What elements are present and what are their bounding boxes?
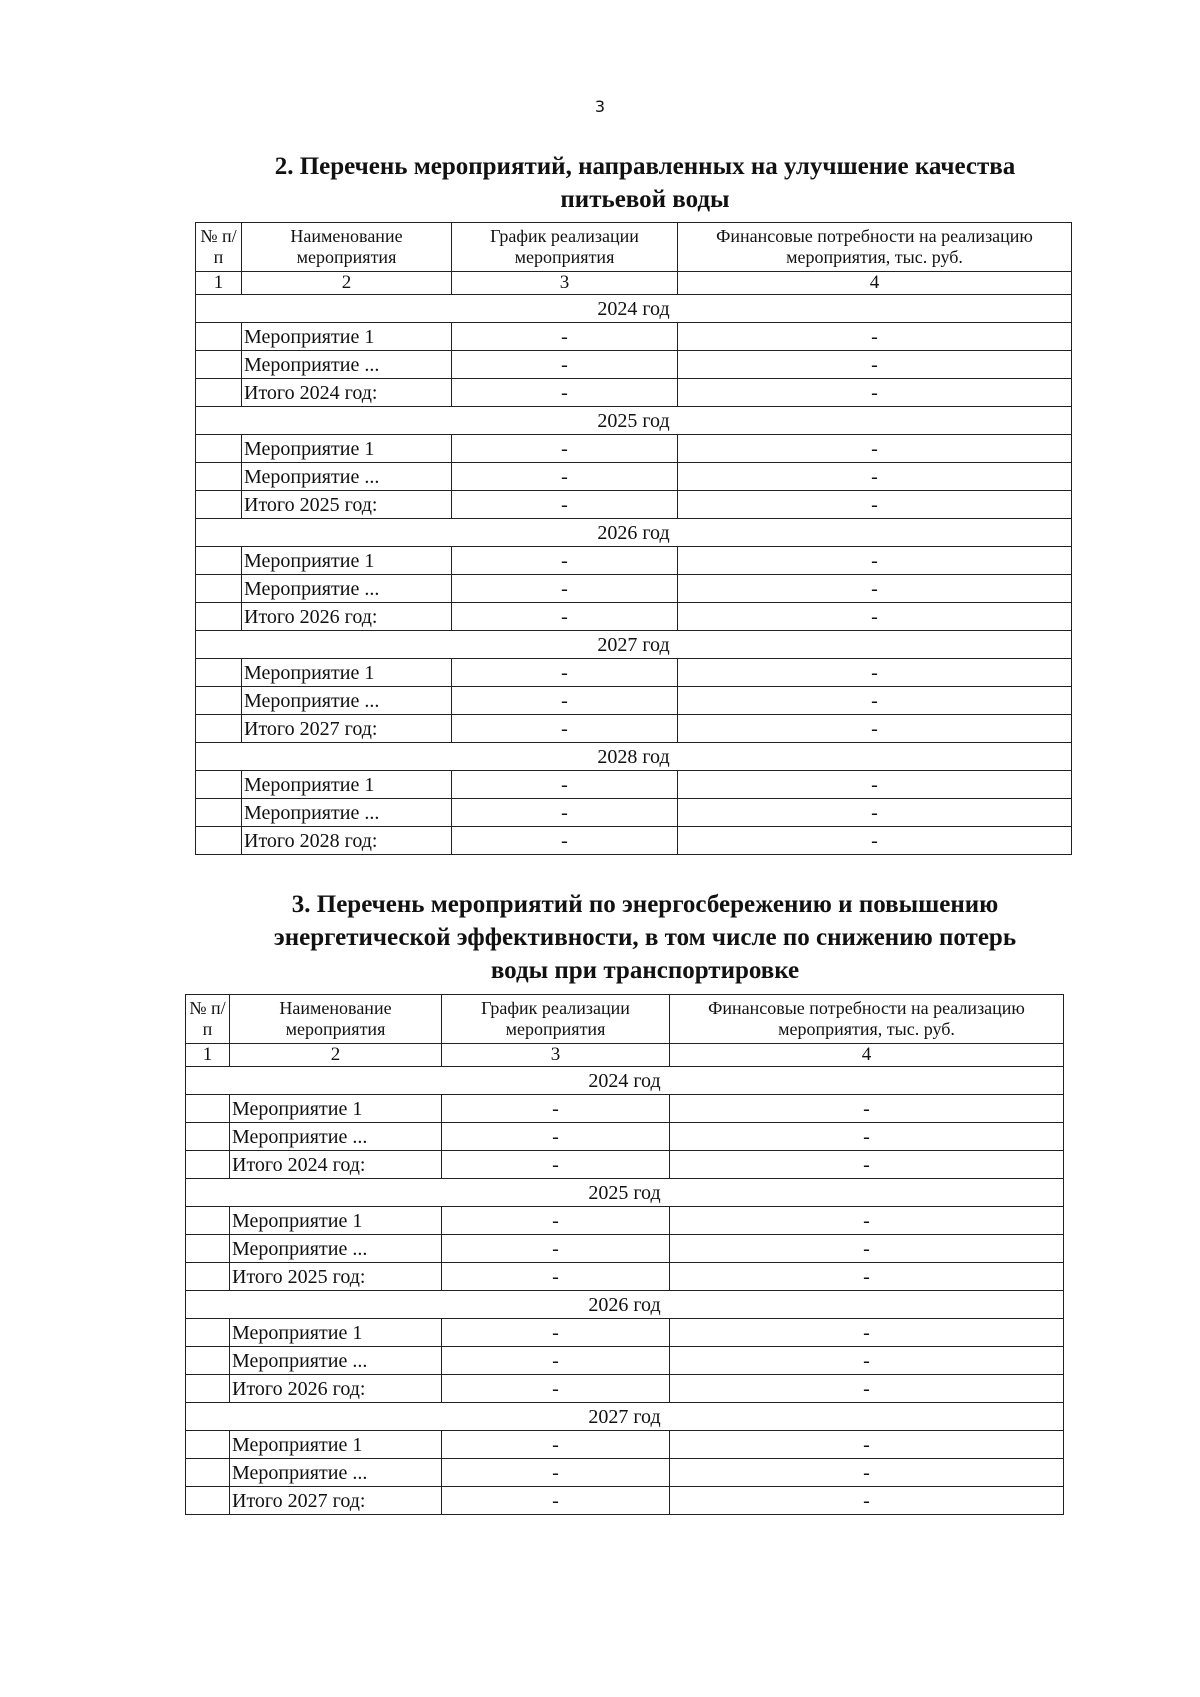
- row-number-cell: [186, 1319, 230, 1347]
- event-name-cell: Итого 2026 год:: [230, 1375, 442, 1403]
- page-number: 3: [594, 97, 606, 116]
- table-row: [186, 1375, 1064, 1403]
- event-name-cell: Мероприятие ...: [230, 1235, 442, 1263]
- table-row: [196, 799, 1072, 827]
- schedule-cell: -: [452, 799, 678, 827]
- year-label: 2024 год: [196, 295, 1072, 323]
- year-group-row: [186, 1403, 1064, 1431]
- event-name-cell: Мероприятие ...: [230, 1347, 442, 1375]
- table-row: [186, 1319, 1064, 1347]
- table-row: [186, 1123, 1064, 1151]
- year-label: 2025 год: [196, 407, 1072, 435]
- event-name-cell: Мероприятие 1: [242, 771, 452, 799]
- year-group-row: [196, 631, 1072, 659]
- finance-cell: -: [678, 827, 1072, 855]
- table-row: [186, 1459, 1064, 1487]
- year-group-row: [186, 1179, 1064, 1207]
- row-number-cell: [186, 1235, 230, 1263]
- event-name-cell: Итого 2026 год:: [242, 603, 452, 631]
- table-row: [186, 1235, 1064, 1263]
- row-number-cell: [196, 603, 242, 631]
- section3-table: [185, 994, 1064, 1515]
- section3-title: [230, 888, 1060, 987]
- event-name-cell: Мероприятие ...: [242, 687, 452, 715]
- table-row: [196, 323, 1072, 351]
- schedule-cell: -: [452, 547, 678, 575]
- year-group-row: [196, 743, 1072, 771]
- row-number-cell: [186, 1151, 230, 1179]
- event-name-cell: Мероприятие 1: [242, 435, 452, 463]
- event-name-cell: Мероприятие 1: [242, 323, 452, 351]
- table-row: [196, 659, 1072, 687]
- year-label: 2026 год: [196, 519, 1072, 547]
- finance-cell: -: [670, 1235, 1064, 1263]
- table-row: [196, 687, 1072, 715]
- schedule-cell: -: [452, 575, 678, 603]
- event-name-cell: Итого 2025 год:: [230, 1263, 442, 1291]
- table-row: [196, 463, 1072, 491]
- schedule-cell: -: [452, 491, 678, 519]
- finance-cell: -: [678, 491, 1072, 519]
- event-name-cell: Итого 2025 год:: [242, 491, 452, 519]
- header-name: Наименование мероприятия: [242, 223, 452, 272]
- year-label: 2027 год: [196, 631, 1072, 659]
- column-number: 1: [196, 272, 242, 295]
- table-row: [186, 1095, 1064, 1123]
- event-name-cell: Мероприятие 1: [230, 1319, 442, 1347]
- row-number-cell: [196, 799, 242, 827]
- finance-cell: -: [678, 379, 1072, 407]
- header-number: № п/п: [186, 995, 230, 1044]
- finance-cell: -: [678, 715, 1072, 743]
- schedule-cell: -: [442, 1487, 670, 1515]
- year-group-row: [196, 519, 1072, 547]
- event-name-cell: Мероприятие ...: [230, 1459, 442, 1487]
- table-row: [186, 1207, 1064, 1235]
- schedule-cell: -: [442, 1347, 670, 1375]
- header-finance: Финансовые потребности на реализацию мероприятия, тыс. руб.: [678, 223, 1072, 272]
- finance-cell: -: [678, 323, 1072, 351]
- schedule-cell: -: [452, 715, 678, 743]
- schedule-cell: -: [452, 603, 678, 631]
- row-number-cell: [186, 1487, 230, 1515]
- finance-cell: -: [678, 687, 1072, 715]
- finance-cell: -: [670, 1459, 1064, 1487]
- schedule-cell: -: [452, 771, 678, 799]
- event-name-cell: Мероприятие ...: [242, 463, 452, 491]
- column-number: 3: [452, 272, 678, 295]
- row-number-cell: [196, 687, 242, 715]
- row-number-cell: [196, 379, 242, 407]
- table-row: [196, 603, 1072, 631]
- row-number-cell: [196, 351, 242, 379]
- event-name-cell: Мероприятие 1: [230, 1095, 442, 1123]
- schedule-cell: -: [452, 463, 678, 491]
- row-number-cell: [196, 715, 242, 743]
- schedule-cell: -: [442, 1319, 670, 1347]
- event-name-cell: Итого 2027 год:: [242, 715, 452, 743]
- finance-cell: -: [670, 1319, 1064, 1347]
- finance-cell: -: [670, 1151, 1064, 1179]
- section3-title-line3: воды при транспортировке: [490, 957, 800, 984]
- finance-cell: -: [670, 1375, 1064, 1403]
- table-row: [196, 575, 1072, 603]
- finance-cell: -: [678, 351, 1072, 379]
- table-header-row: [196, 223, 1072, 272]
- schedule-cell: -: [442, 1151, 670, 1179]
- section3-title-line2: энергетической эффективности, в том числе по снижению потерь: [273, 924, 1017, 951]
- schedule-cell: -: [442, 1263, 670, 1291]
- finance-cell: -: [670, 1263, 1064, 1291]
- row-number-cell: [196, 547, 242, 575]
- finance-cell: -: [670, 1123, 1064, 1151]
- header-schedule: График реализации мероприятия: [442, 995, 670, 1044]
- section2-title-line1: 2. Перечень мероприятий, направленных на улучшение качества: [274, 153, 1016, 180]
- finance-cell: -: [678, 771, 1072, 799]
- table-row: [196, 351, 1072, 379]
- row-number-cell: [196, 323, 242, 351]
- year-label: 2028 год: [196, 743, 1072, 771]
- event-name-cell: Мероприятие ...: [242, 575, 452, 603]
- row-number-cell: [196, 771, 242, 799]
- event-name-cell: Итого 2028 год:: [242, 827, 452, 855]
- table-row: [196, 827, 1072, 855]
- schedule-cell: -: [452, 435, 678, 463]
- table-row: [196, 435, 1072, 463]
- event-name-cell: Мероприятие ...: [230, 1123, 442, 1151]
- column-number: 2: [230, 1044, 442, 1067]
- header-number: № п/п: [196, 223, 242, 272]
- year-label: 2026 год: [186, 1291, 1064, 1319]
- row-number-cell: [196, 575, 242, 603]
- table-row: [196, 771, 1072, 799]
- table-row: [196, 547, 1072, 575]
- finance-cell: -: [670, 1095, 1064, 1123]
- schedule-cell: -: [452, 659, 678, 687]
- column-number: 3: [442, 1044, 670, 1067]
- row-number-cell: [186, 1123, 230, 1151]
- column-number: 4: [678, 272, 1072, 295]
- year-group-row: [196, 295, 1072, 323]
- schedule-cell: -: [442, 1235, 670, 1263]
- header-name: Наименование мероприятия: [230, 995, 442, 1044]
- event-name-cell: Мероприятие 1: [230, 1207, 442, 1235]
- table-row: [186, 1487, 1064, 1515]
- table-row: [196, 379, 1072, 407]
- row-number-cell: [196, 827, 242, 855]
- row-number-cell: [196, 463, 242, 491]
- schedule-cell: -: [442, 1459, 670, 1487]
- section2-title-line2: питьевой воды: [560, 186, 730, 213]
- event-name-cell: Мероприятие ...: [242, 351, 452, 379]
- column-number-row: [196, 272, 1072, 295]
- event-name-cell: Мероприятие 1: [242, 659, 452, 687]
- row-number-cell: [186, 1263, 230, 1291]
- column-number: 1: [186, 1044, 230, 1067]
- section2-title: [230, 150, 1060, 216]
- finance-cell: -: [670, 1431, 1064, 1459]
- finance-cell: -: [678, 799, 1072, 827]
- row-number-cell: [196, 491, 242, 519]
- header-schedule: График реализации мероприятия: [452, 223, 678, 272]
- column-number: 2: [242, 272, 452, 295]
- schedule-cell: -: [442, 1123, 670, 1151]
- finance-cell: -: [678, 603, 1072, 631]
- finance-cell: -: [670, 1487, 1064, 1515]
- row-number-cell: [186, 1347, 230, 1375]
- year-label: 2024 год: [186, 1067, 1064, 1095]
- header-finance: Финансовые потребности на реализацию мероприятия, тыс. руб.: [670, 995, 1064, 1044]
- event-name-cell: Итого 2024 год:: [242, 379, 452, 407]
- table-row: [196, 715, 1072, 743]
- finance-cell: -: [670, 1347, 1064, 1375]
- schedule-cell: -: [442, 1375, 670, 1403]
- finance-cell: -: [678, 659, 1072, 687]
- row-number-cell: [186, 1207, 230, 1235]
- row-number-cell: [186, 1375, 230, 1403]
- column-number: 4: [670, 1044, 1064, 1067]
- column-number-row: [186, 1044, 1064, 1067]
- event-name-cell: Мероприятие ...: [242, 799, 452, 827]
- schedule-cell: -: [452, 323, 678, 351]
- year-group-row: [196, 407, 1072, 435]
- year-group-row: [186, 1291, 1064, 1319]
- table-row: [186, 1431, 1064, 1459]
- year-label: 2027 год: [186, 1403, 1064, 1431]
- event-name-cell: Итого 2024 год:: [230, 1151, 442, 1179]
- year-label: 2025 год: [186, 1179, 1064, 1207]
- table-row: [186, 1347, 1064, 1375]
- table-row: [196, 491, 1072, 519]
- section3-title-line1: 3. Перечень мероприятий по энергосбережению и повышению: [291, 891, 999, 918]
- table-row: [186, 1151, 1064, 1179]
- row-number-cell: [196, 435, 242, 463]
- row-number-cell: [186, 1459, 230, 1487]
- schedule-cell: -: [452, 687, 678, 715]
- finance-cell: -: [678, 575, 1072, 603]
- row-number-cell: [196, 659, 242, 687]
- finance-cell: -: [678, 463, 1072, 491]
- schedule-cell: -: [442, 1207, 670, 1235]
- row-number-cell: [186, 1431, 230, 1459]
- finance-cell: -: [678, 435, 1072, 463]
- finance-cell: -: [670, 1207, 1064, 1235]
- section2-table: [195, 222, 1072, 855]
- event-name-cell: Мероприятие 1: [230, 1431, 442, 1459]
- event-name-cell: Итого 2027 год:: [230, 1487, 442, 1515]
- table-header-row: [186, 995, 1064, 1044]
- schedule-cell: -: [452, 351, 678, 379]
- event-name-cell: Мероприятие 1: [242, 547, 452, 575]
- finance-cell: -: [678, 547, 1072, 575]
- year-group-row: [186, 1067, 1064, 1095]
- schedule-cell: -: [452, 379, 678, 407]
- row-number-cell: [186, 1095, 230, 1123]
- schedule-cell: -: [442, 1095, 670, 1123]
- table-row: [186, 1263, 1064, 1291]
- schedule-cell: -: [452, 827, 678, 855]
- schedule-cell: -: [442, 1431, 670, 1459]
